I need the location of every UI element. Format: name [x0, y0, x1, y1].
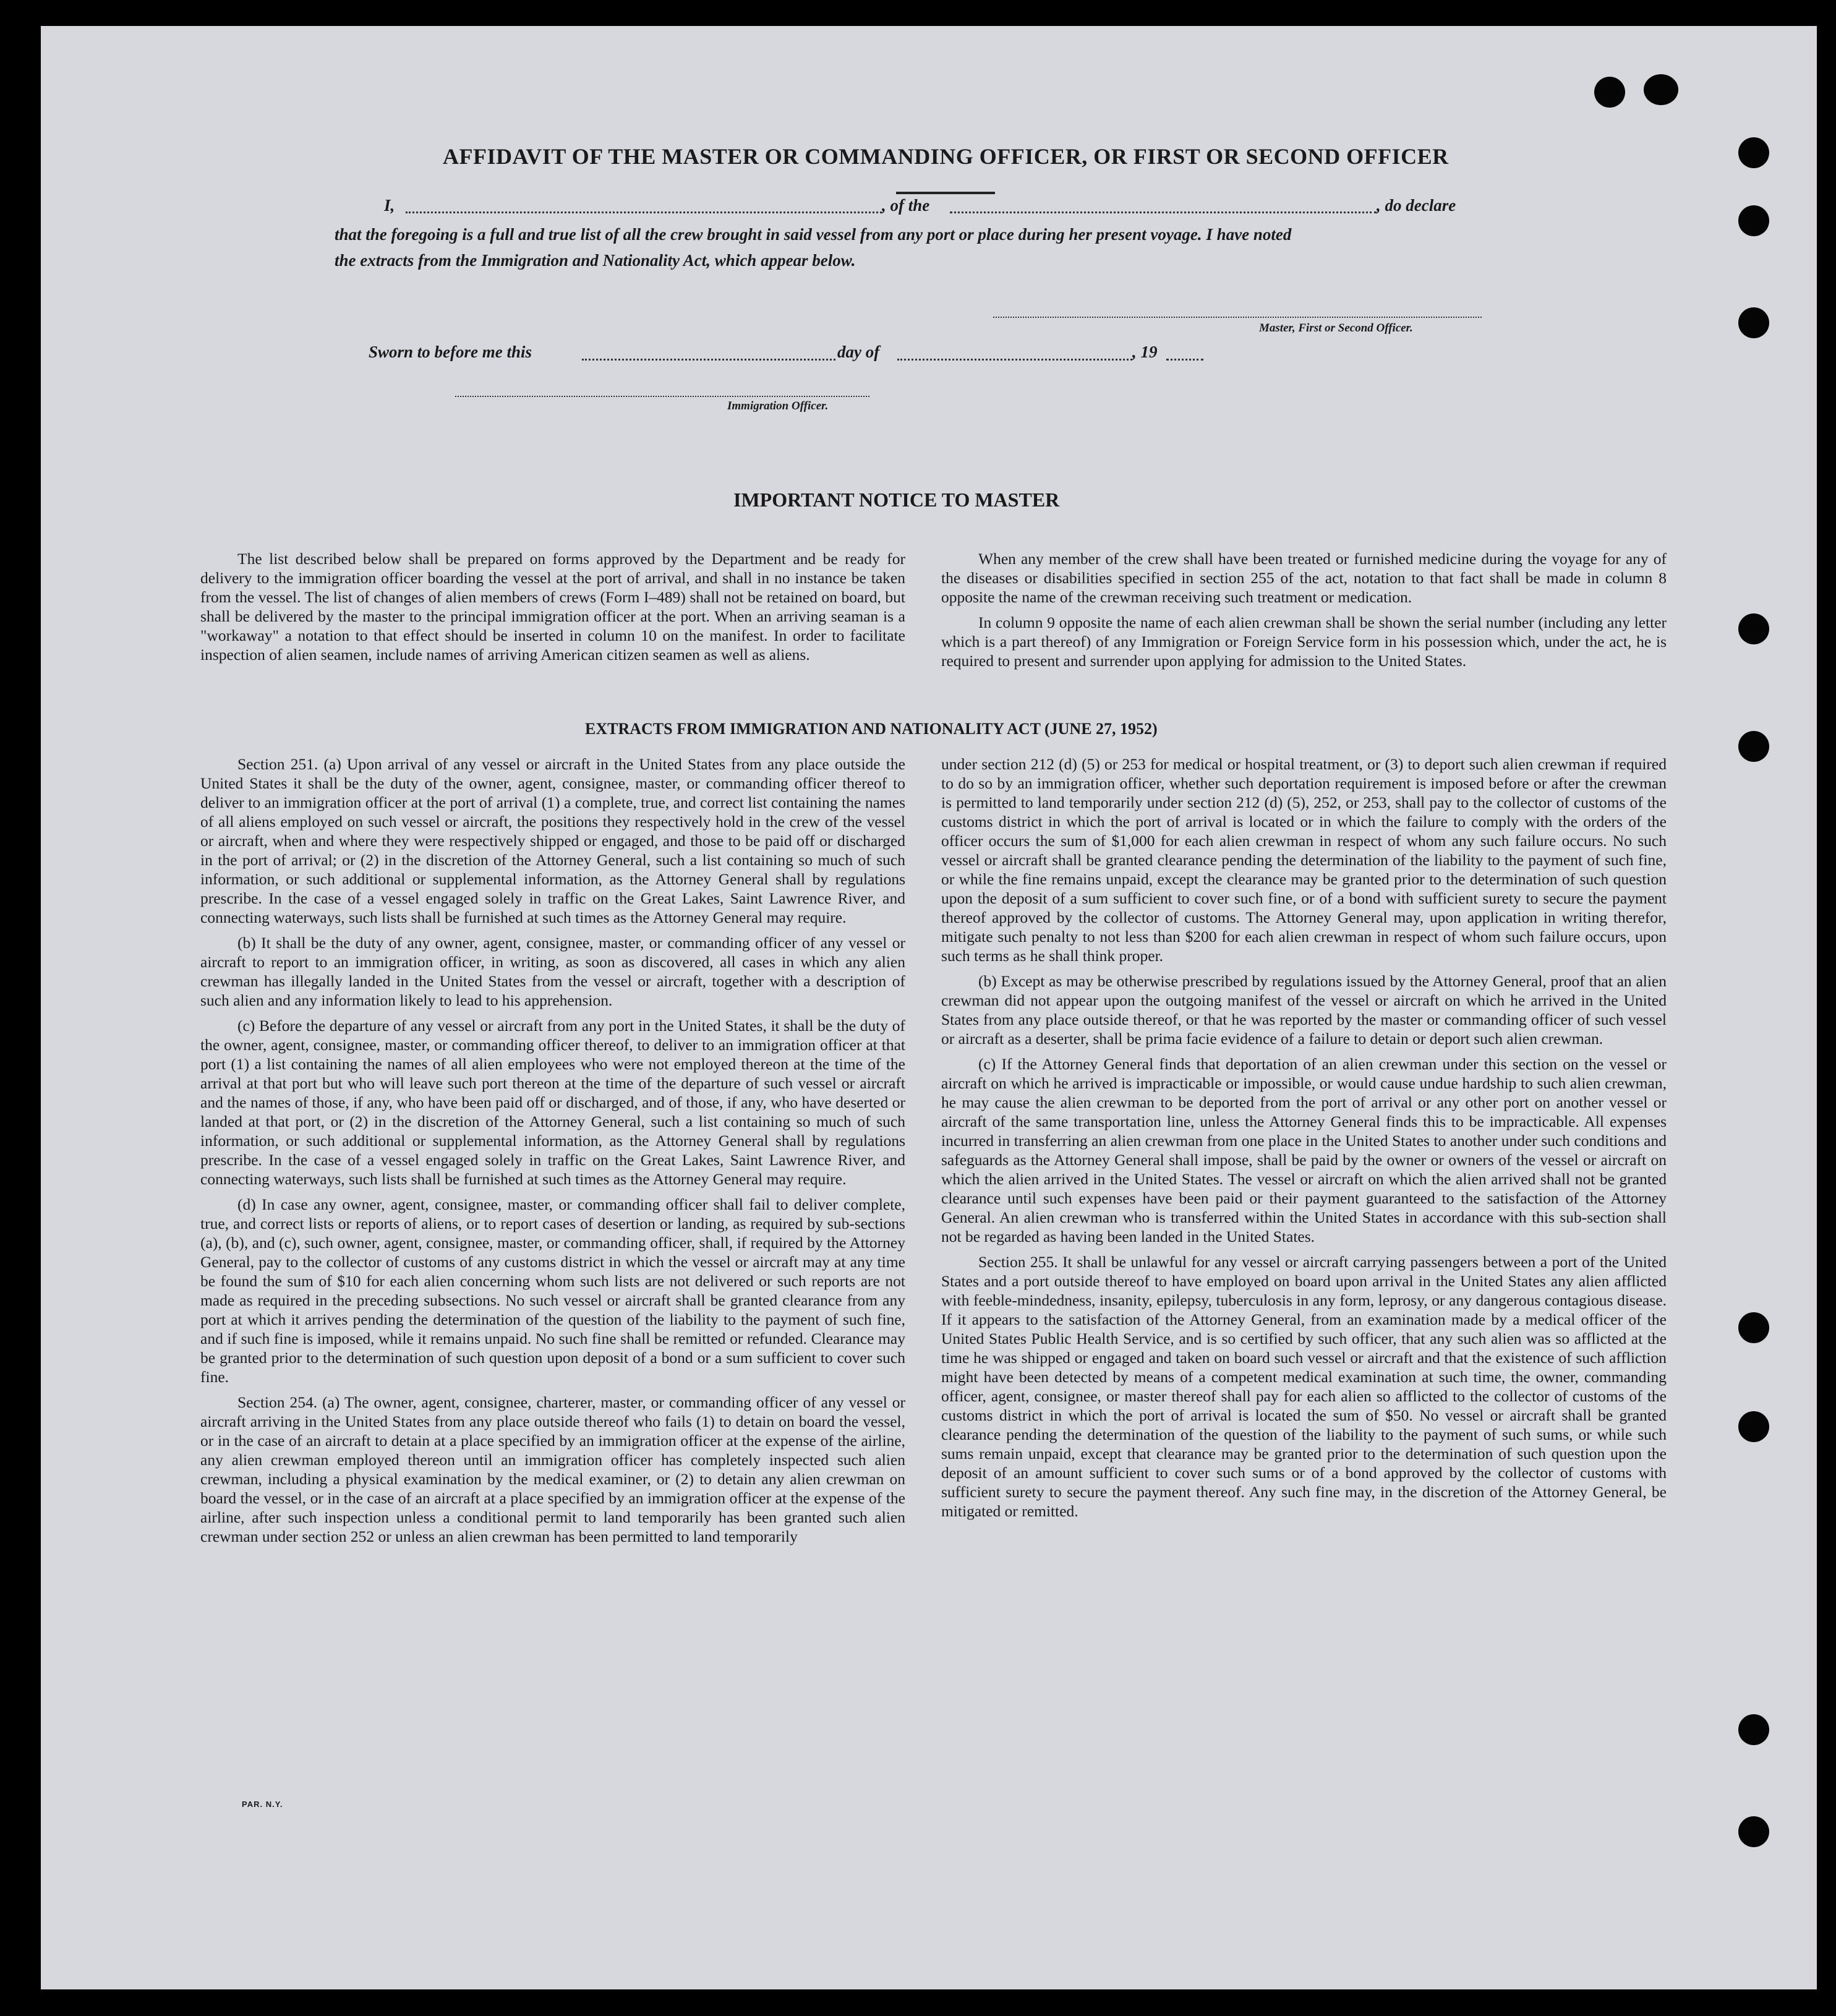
sworn-day-field[interactable]: [582, 359, 835, 361]
do-declare-label: , do declare: [1377, 196, 1456, 215]
extract-paragraph: (c) Before the departure of any vessel or aircraft from any port in the United States, it shall be the duty of the owner, agent, consignee, master, or commanding officer thereof, to deliver to an immigration officer at that port (1) a list containing the names of all alien employees who were not employed thereon at the time of the arrival at that port but who will leave such port thereon at the time of the departure of such vessel or aircraft and the names of those, if any, who have been paid off or discharged, and of those, if any, who have deserted or landed at that port, or (2) in the discretion of the Attorney General, such a list containing so much of such information, or such additional or supplemental information, as the Attorney General shall by regulations prescribe. In the case of a vessel engaged solely in traffic on the Great Lakes, Saint Lawrence River, and connecting waterways, such lists shall be furnished at such times as the Attorney General may require.: [200, 1017, 905, 1188]
extract-paragraph: (b) Except as may be otherwise prescribed by regulations issued by the Attorney General, proof that an alien crewman did not appear upon the outgoing manifest of the vessel or aircraft on which he arrived in the United States from any place outside thereof, or that he was reported by the master or commanding officer of such vessel or aircraft as a deserter, shall be prima facie evidence of a failure to detain or deport such alien crewman.: [941, 972, 1667, 1048]
punch-hole: [1738, 731, 1769, 762]
notice-paragraph: The list described below shall be prepared on forms approved by the Department and be ready for delivery to the immigration officer boarding the vessel at the port of arrival, and shall in no instance be taken from the vessel. The list of changes of alien members of crews (Form I–489) shall not be retained on board, but shall be delivered by the master to the principal immigration officer at the port. When an arriving seaman is a "workaway" a notation to that effect should be inserted in column 10 on the manifest. In order to facilitate inspection of alien seamen, include names of arriving American citizen seamen as well as aliens.: [200, 550, 905, 664]
declarant-label: I,: [384, 196, 395, 215]
notice-left-column: [200, 549, 905, 670]
extract-paragraph: Section 255. It shall be unlawful for any vessel or aircraft carrying passengers between a port of the United States and a port outside thereof to have employed on board upon arrival in the United States any alien afflicted with feeble-mindedness, insanity, epilepsy, tuberculosis in any form, leprosy, or any dangerous contagious disease. If it appears to the satisfaction of the Attorney General, from an examination made by a medical officer of the United States Public Health Service, and is so certified by such officer, that any such alien was so afflicted at the time he was shipped or engaged and taken on board such vessel or aircraft and that the existence of such affliction might have been detected by means of a competent medical examination at such time, the owner, commanding officer, agent, consignee, or master thereof shall pay for each alien so afflicted to the collector of customs of the customs district in which the port of arrival is located the sum of $50. No vessel or aircraft shall be granted clearance pending the determination of the question of the liability to the payment of such sums, or while such sums remain unpaid, except that clearance may be granted prior to the determination of such question upon the deposit of an amount sufficient to cover such sums or of a bond approved by the collector of customs with sufficient surety to secure the payment thereof. Any such fine may, in the discretion of the Attorney General, be mitigated or remitted.: [941, 1253, 1667, 1520]
sworn-year-field[interactable]: [1166, 359, 1203, 361]
punch-hole: [1738, 205, 1769, 236]
declaration-line-2: that the foregoing is a full and true list of all the crew brought in said vessel from any port or place during her present voyage. I have noted: [335, 225, 1292, 244]
extract-paragraph: (c) If the Attorney General finds that deportation of an alien crewman under this section on the vessel or aircraft on which he arrived is impracticable or impossible, or would cause undue hardship to such alien crewman, he may cause the alien crewman to be deported from the port of arrival or any other port on another vessel or aircraft of the same transportation line, unless the Attorney General finds this to be impracticable. All expenses incurred in transferring an alien crewman from one place in the United States to another under such conditions and safeguards as the Attorney General shall impose, shall be paid by the owner or owners of the vessel or aircraft on which the alien arrived in the United States. The vessel or aircraft on which the alien arrived shall not be granted clearance until such expenses have been paid or their payment guaranteed to the satisfaction of the Attorney General. An alien crewman who is transferred within the United States in accordance with this sub-section shall not be regarded as having been landed in the United States.: [941, 1055, 1667, 1245]
punch-hole: [1738, 1714, 1769, 1745]
punch-hole: [1738, 1312, 1769, 1343]
of-the-label: , of the: [882, 196, 930, 215]
master-signature-line[interactable]: [993, 317, 1482, 318]
extract-paragraph: (d) In case any owner, agent, consignee, master, or commanding officer shall fail to deliver complete, true, and correct lists or reports of aliens, or to report cases of desertion or landing, as required by sub-sections (a), (b), and (c), such owner, agent, consignee, master, or commanding officer, shall, if required by the Attorney General, pay to the collector of customs of any customs district in which the vessel or aircraft may at any time be found the sum of $10 for each alien concerning whom such lists are not delivered or such reports are not made as required in the preceding subsections. No such vessel or aircraft shall be granted clearance from any port at which it arrives pending the determination of the question of the liability to the payment of such fine, and if such fine is imposed, while it remains unpaid. No such fine shall be remitted or refunded. Clearance may be granted prior to the determination of such question upon deposit of a bond or a sum sufficient to cover such fine.: [200, 1195, 905, 1386]
punch-hole: [1644, 74, 1678, 105]
extracts-heading: EXTRACTS FROM IMMIGRATION AND NATIONALITY ACT (JUNE 27, 1952): [585, 720, 1158, 738]
extract-paragraph: Section 254. (a) The owner, agent, consignee, charterer, master, or commanding officer of any vessel or aircraft arriving in the United States from any place outside thereof who fails (1) to detain on board the vessel, or in the case of an aircraft to detain at a place specified by an immigration officer at the expense of the airline, any alien crewman employed thereon until an immigration officer has completely inspected such alien crewman, including a physical examination by the medical examiner, or (2) to detain any alien crewman on board the vessel, or in the case of an aircraft at a place specified by an immigration officer at the expense of the airline, after such inspection unless a conditional permit to land temporarily has been granted such alien crewman under section 252 or unless an alien crewman has been permitted to land temporarily: [200, 1393, 905, 1545]
immigration-officer-signature-line[interactable]: [455, 396, 869, 397]
notice-paragraph: In column 9 opposite the name of each alien crewman shall be shown the serial number (including any letter which is a part thereof) of any Immigration or Foreign Service form in his possession which, under the act, he is required to present and surrender upon applying for admission to the United States.: [941, 613, 1667, 670]
sworn-month-field[interactable]: [897, 359, 1132, 361]
punch-hole: [1738, 1816, 1769, 1847]
vessel-name-field[interactable]: [950, 211, 1377, 213]
extracts-right-column: [941, 754, 1667, 1527]
punch-hole: [1738, 137, 1769, 168]
punch-hole: [1738, 613, 1769, 644]
day-of-label: day of: [837, 343, 880, 361]
punch-hole: [1594, 77, 1625, 108]
master-signature-label: Master, First or Second Officer.: [1259, 322, 1413, 335]
printer-mark: PAR. N.Y.: [242, 1800, 283, 1809]
declarant-name-field[interactable]: [406, 211, 882, 213]
punch-hole: [1738, 307, 1769, 338]
immigration-officer-label: Immigration Officer.: [727, 399, 829, 412]
extract-paragraph: under section 212 (d) (5) or 253 for medical or hospital treatment, or (3) to deport such alien crewman if required to do so by an immigration officer, whether such deportation requirement is imposed before or after the crewman is permitted to land temporarily under section 212 (d) (5), 252, or 253, shall pay to the collector of customs of the customs district in which the port of arrival is located or in which the failure to comply with the orders of the officer occurs the sum of $1,000 for each alien crewman in respect of whom any such failure occurs. No such vessel or aircraft shall be granted clearance pending the determination of the liability to the payment of such fine, or while the fine remains unpaid, except the clearance may be granted prior to the determination of such question upon the deposit of a sum sufficient to cover such fine, or of a bond with sufficient surety to secure the payment thereof approved by the collector of customs. The Attorney General may, upon application in writing therefor, mitigate such penalty to not less than $200 for each alien crewman in respect of whom such failure occurs, upon such terms as he shall think proper.: [941, 755, 1667, 965]
extract-paragraph: Section 251. (a) Upon arrival of any vessel or aircraft in the United States from any place outside the United States it shall be the duty of the owner, agent, consignee, master, or commanding officer thereof to deliver to an immigration officer at the port of arrival (1) a complete, true, and correct list containing the names of all aliens employed on such vessel or aircraft, the positions they respectively hold in the crew of the vessel or aircraft, when and where they were respectively shipped or engaged, and those to be paid off or discharged in the port of arrival; or (2) in the discretion of the Attorney General, such a list containing so much of such information, or such additional or supplemental information, as the Attorney General shall by regulations prescribe. In the case of a vessel engaged solely in traffic on the Great Lakes, Saint Lawrence River, and connecting waterways, such lists shall be furnished at such times as the Attorney General may require.: [200, 755, 905, 926]
punch-hole: [1738, 1411, 1769, 1442]
document-page: [41, 26, 1817, 1989]
affidavit-title: AFFIDAVIT OF THE MASTER OR COMMANDING OFFICER, OR FIRST OR SECOND OFFICER: [443, 144, 1449, 169]
notice-heading: IMPORTANT NOTICE TO MASTER: [733, 489, 1060, 511]
title-divider: [896, 192, 995, 194]
notice-paragraph: When any member of the crew shall have been treated or furnished medicine during the voyage for any of the diseases or disabilities specified in section 255 of the act, notation to that fact shall be made in column 8 opposite the name of the crewman receiving such treatment or medication.: [941, 550, 1667, 606]
extract-paragraph: (b) It shall be the duty of any owner, agent, consignee, master, or commanding officer of any vessel or aircraft to report to an immigration officer, in writing, as soon as discovered, all cases in which any alien crewman has illegally landed in the United States from the vessel or aircraft, together with a description of such alien and any information likely to lead to his apprehension.: [200, 934, 905, 1009]
notice-right-column: [941, 549, 1667, 677]
year-label: , 19: [1132, 343, 1158, 361]
declaration-line-3: the extracts from the Immigration and Nationality Act, which appear below.: [335, 251, 856, 270]
extracts-left-column: [200, 754, 905, 1552]
sworn-label: Sworn to before me this: [369, 343, 532, 361]
